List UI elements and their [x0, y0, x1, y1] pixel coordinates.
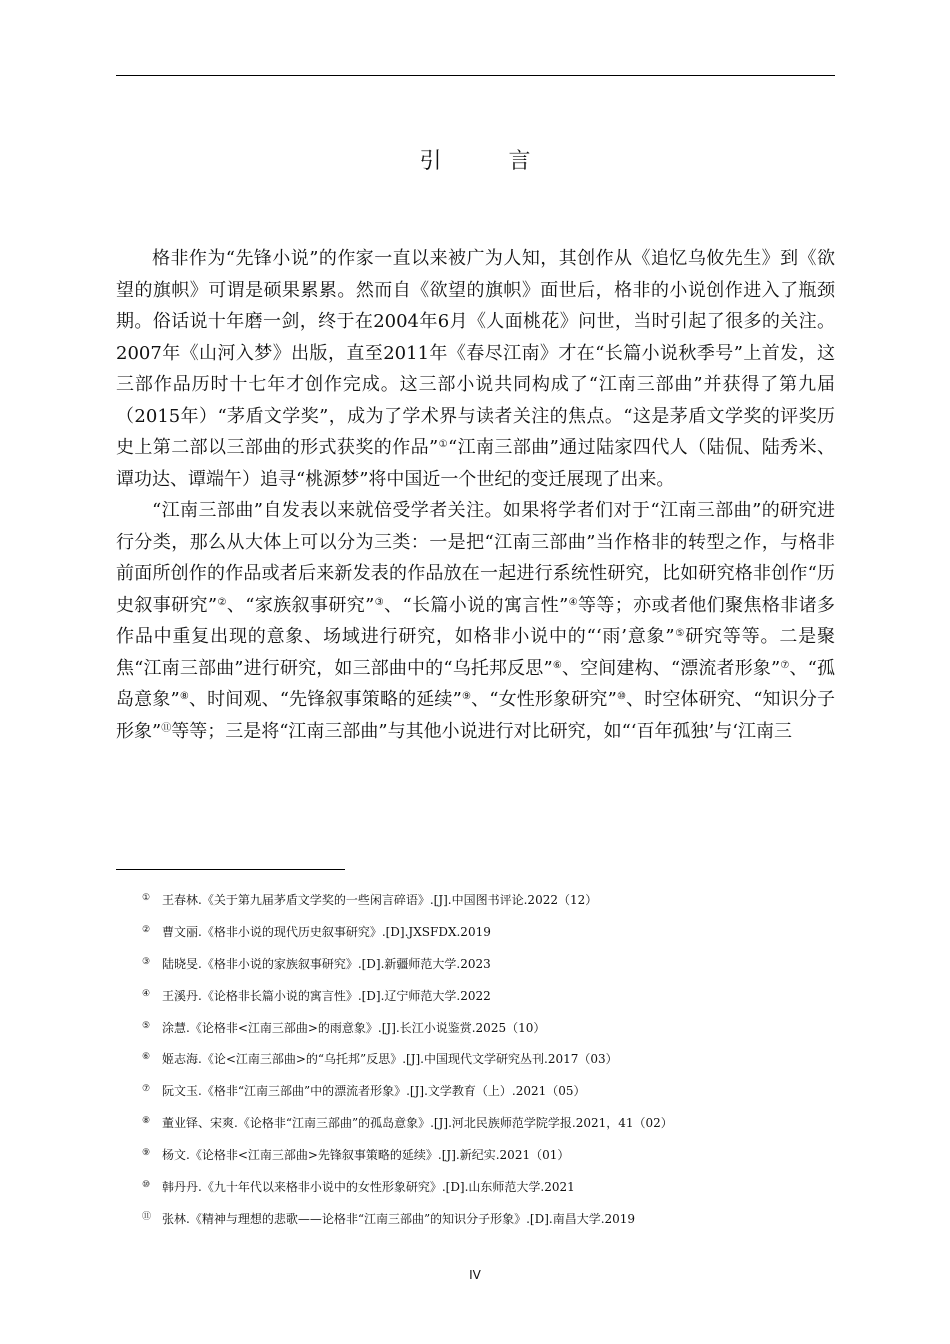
footnote-mark: ③ [142, 956, 151, 967]
header-rule [116, 75, 835, 76]
section-title: 引 言 [419, 149, 561, 174]
footnote-text: 曹文丽.《格非小说的现代历史叙事研究》.[D].JXSFDX.2019 [162, 924, 491, 939]
footnote-mark: ② [142, 924, 151, 935]
footnote-text: 姬志海.《论<江南三部曲>的“乌托邦”反思》.[J].中国现代文学研究丛刊.2017（03） [162, 1052, 618, 1067]
footnote-text: 涂慧.《论格非<江南三部曲>的雨意象》.[J].长江小说鉴赏.2025（10） [162, 1020, 546, 1035]
footnote-mark: ⑤ [142, 1020, 151, 1031]
footnote-ref[interactable]: ⑧ [179, 691, 189, 702]
footnote-item [142, 1042, 842, 1074]
paragraph-text: “江南三部曲”自发表以来就倍受学者关注。如果将学者们对于“江南三部曲”的研究进行分类，那么从大体上可以分为三类：一是把“江南三部曲”当作格非的转型之作，与格非前面所创作的作品或者后来新发表的作品放在一起进行系统性研究，比如研究格非创作“历史叙事研究” [116, 500, 835, 616]
page-number: IV [469, 1268, 481, 1282]
footnote-text: 韩丹丹.《九十年代以来格非小说中的女性形象研究》.[D].山东师范大学.2021 [162, 1180, 575, 1195]
paragraph-text: 研究等等。二是聚焦“江南三部曲”进行研究，如三部曲中的“乌托邦反思” [116, 626, 835, 679]
footnote-item [142, 915, 842, 947]
paragraph-text: 、“女性形象研究” [471, 689, 617, 710]
footnote-separator [116, 869, 345, 870]
footnote-mark: ⑧ [142, 1116, 151, 1127]
paragraph-text: 、“家族叙事研究” [226, 594, 375, 616]
paragraph-2 [116, 495, 835, 747]
footnote-ref[interactable]: ④ [568, 596, 579, 608]
footnote-ref[interactable]: ② [217, 596, 227, 608]
footnote-ref[interactable]: ⑩ [616, 691, 627, 702]
footnote-ref[interactable]: ⑦ [780, 659, 790, 671]
footnote-text: 陆晓旻.《格非小说的家族叙事研究》.[D].新疆师范大学.2023 [162, 956, 491, 971]
footnote-item [142, 947, 842, 979]
footnote-ref[interactable]: ⑨ [461, 691, 472, 702]
footnotes [142, 883, 842, 1234]
footnote-mark: ⑨ [142, 1148, 151, 1159]
footnote-text: 阮文玉.《格非“江南三部曲”中的漂流者形象》.[J].文学教育（上）.2021（05） [162, 1084, 586, 1099]
paragraph-text: 等等；三是将“江南三部曲”与其他小说进行对比研究，如“‘百年孤独’与‘江南三 [171, 720, 792, 742]
paragraph-text: 格非作为“先锋小说”的作家一直以来被广为人知，其创作从《追忆乌攸先生》到《欲望的旗帜》可谓是硕果累累。然而自《欲望的旗帜》面世后，格非的小说创作进入了瓶颈期。俗话说十年磨一剑，终于在2004年6月《人面桃花》问世，当时引起了很多的关注。2007年《山河入梦》出版，直至2011年《春尽江南》才在“长篇小说秋季号”上首发，这三部作品历时十七年才创作完成。这三部小说共同构成了“江南三部曲”并获得了第九届（2015年）“茅盾文学奖”，成为了学术界与读者关注的焦点。“这是茅盾文学奖的评奖历史上第二部以三部曲的形式获奖的作品” [116, 248, 835, 458]
paragraph-text: 、“长篇小说的寓言性” [384, 594, 569, 616]
footnote-text: 董业铎、宋爽.《论格非“江南三部曲”的孤岛意象》.[J].河北民族师范学院学报.2021，41（02） [162, 1116, 673, 1131]
paragraph-text: 、空间建构、“漂流者形象” [561, 657, 781, 679]
footnote-mark: ⑩ [142, 1180, 151, 1191]
footnote-text: 王溪丹.《论格非长篇小说的寓言性》.[D].辽宁师范大学.2022 [162, 988, 491, 1003]
footnote-mark: ④ [142, 988, 151, 999]
footnote-mark: ① [142, 893, 151, 903]
footnote-ref[interactable]: ⑪ [161, 722, 172, 734]
paragraph-text: 、“孤岛意象” [116, 657, 836, 710]
footnote-item [142, 979, 842, 1011]
footnote-text: 杨文.《论格非<江南三部曲>先锋叙事策略的延续》.[J].新纪实.2021（01） [162, 1148, 570, 1163]
footnote-item [142, 1170, 842, 1202]
paragraph-text: 、时空体研究、“知识分子形象” [116, 689, 836, 742]
footnote-item [142, 1202, 842, 1234]
footnote-text: 张林.《精神与理想的悲歌——论格非“江南三部曲”的知识分子形象》.[D].南昌大学.2019 [162, 1211, 636, 1226]
footnote-item [142, 1074, 842, 1106]
paragraph-text: 、时间观、“先锋叙事策略的延续” [188, 689, 462, 710]
footnote-item [142, 883, 842, 915]
body-text [116, 243, 835, 747]
paragraph-1 [116, 243, 835, 495]
footnote-text: 王春林.《关于第九届茅盾文学奖的一些闲言碎语》.[J].中国图书评论.2022（12） [162, 893, 598, 907]
footnote-mark: ⑦ [142, 1084, 151, 1095]
paragraph-text: 等等；亦或者他们聚焦格非诸多作品中重复出现的意象、场域进行研究，如格非小说中的“‘雨’意象” [116, 594, 836, 647]
footnote-mark: ⑥ [142, 1052, 151, 1063]
paragraph-text: “江南三部曲”通过陆家四代人（陆侃、陆秀米、谭功达、谭端午）追寻“桃源梦”将中国近一个世纪的变迁展现了出来。 [116, 437, 836, 490]
footnote-item [142, 1106, 842, 1138]
footnote-ref[interactable]: ① [438, 439, 448, 450]
footnote-mark: ⑪ [142, 1211, 152, 1222]
footnote-item [142, 1011, 842, 1043]
footnote-ref[interactable]: ⑥ [552, 659, 562, 671]
footnote-ref[interactable]: ③ [374, 596, 385, 608]
footnote-ref[interactable]: ⑤ [674, 628, 686, 639]
footnote-item [142, 1138, 842, 1170]
